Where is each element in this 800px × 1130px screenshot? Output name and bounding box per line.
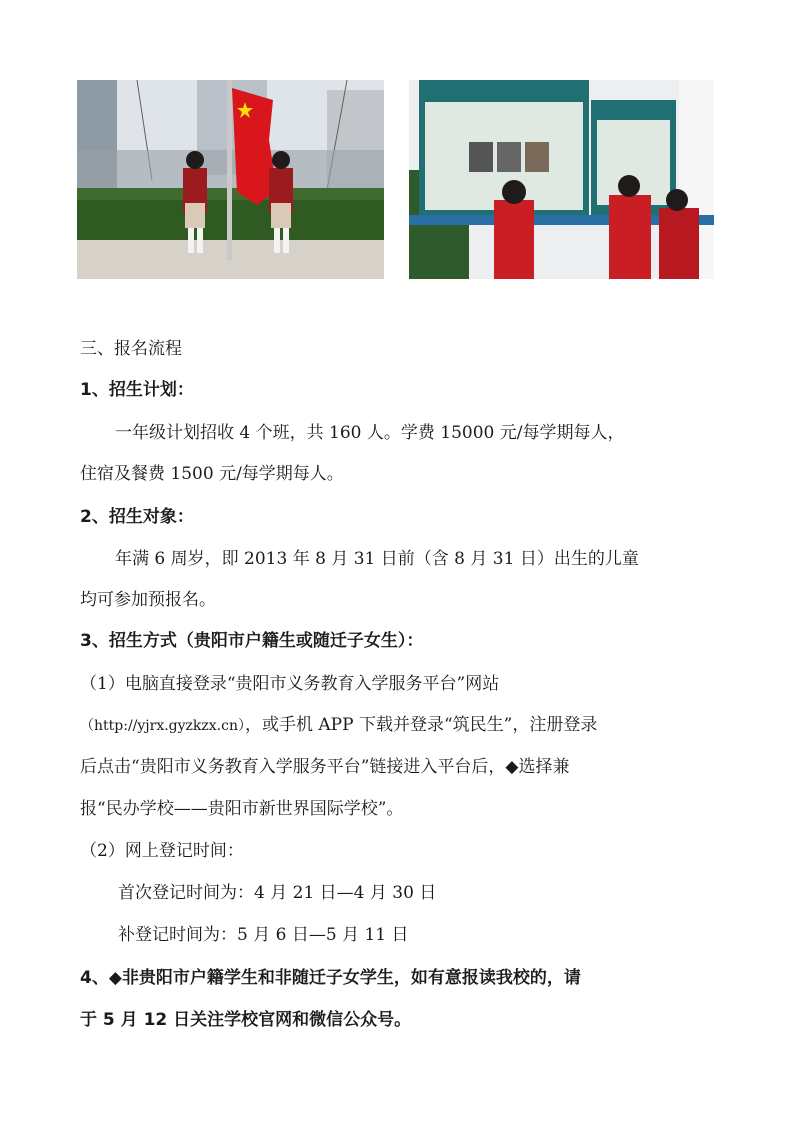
flag-raising-image xyxy=(77,80,384,279)
plan-text-line1: 一年级计划招收 4 个班，共 160 人。学费 15000 元/每学期每人， xyxy=(115,423,625,443)
method-step2-title: （2）网上登记时间： xyxy=(80,841,244,861)
target-text-line1: 年满 6 周岁，即 2013 年 8 月 31 日前（含 8 月 31 日）出生的儿童 xyxy=(115,549,639,569)
target-text-line2: 均可参加预报名。 xyxy=(80,590,216,610)
section-title: 三、报名流程 xyxy=(80,339,182,359)
method-step1-line3: 后点击“贵阳市义务教育入学服务平台”链接进入平台后，◆选择兼 xyxy=(80,757,570,777)
target-heading: 2、招生对象： xyxy=(80,507,194,527)
supplementary-registration-time: 补登记时间为：5 月 6 日—5 月 11 日 xyxy=(118,925,409,945)
platform-url: （http://yjrx.gyzkzx.cn） xyxy=(80,718,245,734)
plan-text-line2: 住宿及餐费 1500 元/每学期每人。 xyxy=(80,464,344,484)
method-step1-line1: （1）电脑直接登录“贵阳市义务教育入学服务平台”网站 xyxy=(80,674,500,694)
method-step1-line4: 报“民办学校——贵阳市新世界国际学校”。 xyxy=(80,799,404,819)
first-registration-time: 首次登记时间为：4 月 21 日—4 月 30 日 xyxy=(118,883,437,903)
exhibition-photo xyxy=(409,80,714,279)
method-step1-line2 xyxy=(80,713,597,738)
plan-heading: 1、招生计划： xyxy=(80,380,194,400)
notice-line1: 4、◆非贵阳市户籍学生和非随迁子女学生，如有意报读我校的，请 xyxy=(80,968,581,988)
notice-line2: 于 5 月 12 日关注学校官网和微信公众号。 xyxy=(80,1010,412,1030)
method-step1-line2-rest: ，或手机 APP 下载并登录“筑民生”，注册登录 xyxy=(244,715,598,735)
exhibition-image xyxy=(409,80,714,279)
method-heading: 3、招生方式（贵阳市户籍生或随迁子女生）： xyxy=(80,631,424,651)
flag-raising-photo xyxy=(77,80,384,279)
